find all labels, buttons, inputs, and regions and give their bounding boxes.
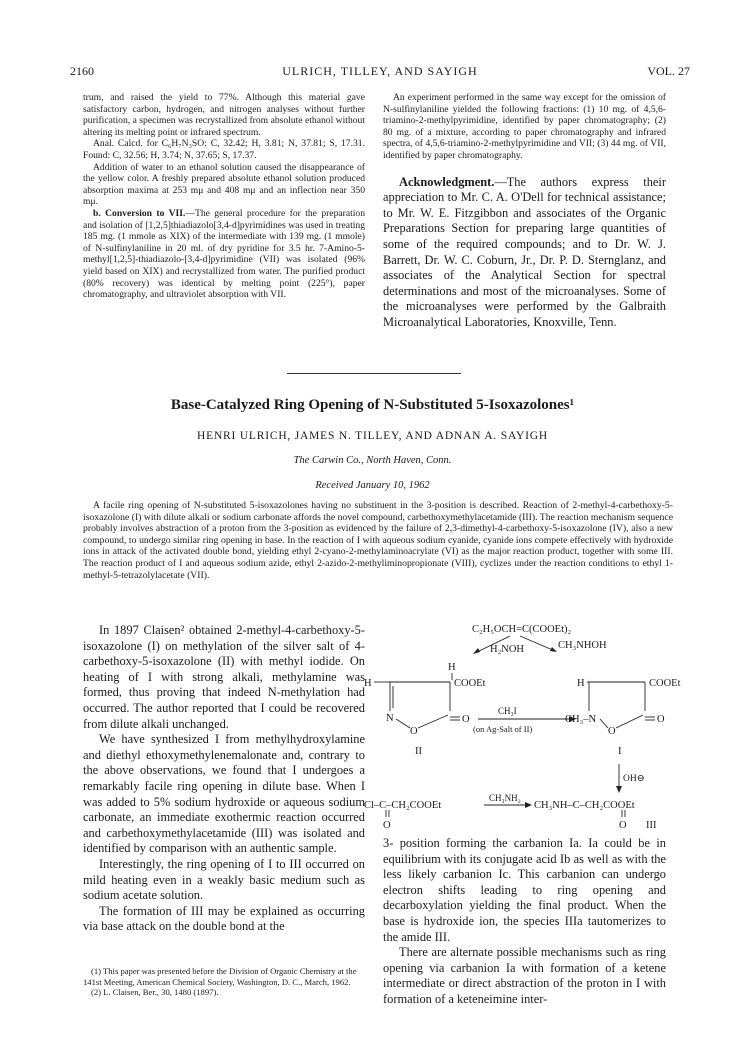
paragraph: We have synthesized I from methylhydroxylamine and diethyl ethoxymethylenemalonate and, contrary to the above observations, we found that I undergoes a remarkably facile ring opening in dilute base. When I was added to 5% sodium hydroxide or aqueous sodium carbonate, an immediate exothermic reaction occurred and carbethoxymethylacetamide (III) was isolated and identified by comparison with an authentic sample. — [83, 732, 365, 856]
reagent-hydroxide: OH⊖ — [623, 774, 645, 784]
compound-label-iii: III — [646, 820, 657, 831]
analysis-paragraph: Anal. Calcd. for C₆H₇N₃SO: C, 32.42; H, 3.81; N, 37.81; S, 17.31. Found: C, 32.56; H, 3.74; N, 37.65; S, 17.37. — [83, 138, 365, 161]
received-date: Received January 10, 1962 — [315, 480, 430, 491]
atom-n: N — [386, 713, 394, 724]
paragraph: 3- position forming the carbanion Ia. Ia could be in equilibrium with its conjugate acid Ib as well as with the less likely carbanion Ic. This carbanion can undergo electron shifts leading to ring opening and decarboxylation yielding the final product. When the base is hydroxide ion, the species IIIa tautomerizes to the amide III. — [383, 836, 666, 944]
article-title: Base-Catalyzed Ring Opening of N-Substituted 5-Isoxazolones¹ — [170, 397, 575, 413]
body-right-column — [383, 836, 666, 1008]
paragraph: trum, and raised the yield to 77%. Although this material gave satisfactory carbon, hydrogen, and nitrogen analyses without further purification, a specimen was recrystallized from absolute ethanol without altering its melting point or infrared spectrum. — [83, 92, 365, 138]
paragraph: An experiment performed in the same way except for the omission of N-sulfinylaniline yielded the following fractions: (1) 10 mg. of 4,5,6-triamino-2-methylpyrimidine, identified by paper chromatography; (2) 80 mg. of a mixture, according to paper chromatography and infrared spectra, of 4,5,6-triamino-2-methylpyrimidine and VII; (3) 44 mg. of VII, identified by paper chromatography. — [383, 92, 666, 161]
atom-o-exo: O — [657, 714, 665, 725]
arrow-head — [473, 648, 480, 654]
paragraph: In 1897 Claisen² obtained 2-methyl-4-carbethoxy-5-isoxazolone (I) on methylation of the silver salt of 4-carbethoxy-5-isoxazolone (II) with methyl iodide. On heating of I with strong alkali, methylamine was formed, thus proving that indeed N-methylation had occurred. The author reported that I could be recovered from dilute alkali unchanged. — [83, 623, 365, 731]
group-cooet: COOEt — [454, 678, 486, 689]
atom-h: H — [577, 678, 585, 689]
reagent-methylhydroxylamine: CH₃NHOH — [558, 640, 607, 651]
article-affiliation: The Carwin Co., North Haven, Conn. — [293, 455, 452, 466]
body-left-column — [83, 623, 365, 935]
atom-o-ring: O — [608, 726, 616, 737]
paragraph: The formation of III may be explained as occurring via base attack on the double bond at the — [83, 903, 365, 934]
compound-label-ii: II — [415, 746, 422, 757]
atom-h: H — [448, 662, 456, 673]
paragraph: There are alternate possible mechanisms such as ring opening via carbanion Ia with formation of a ketene intermediate or direct abstraction of the proton in I with formation of a keteneimine inter- — [383, 945, 666, 1006]
footnotes — [83, 966, 365, 998]
bond — [616, 715, 643, 728]
conversion-heading: b. Conversion to VII. — [93, 207, 186, 219]
conversion-paragraph — [83, 208, 365, 301]
reagent-methyl-iodide: CH₃I — [498, 706, 517, 716]
top-left-column — [83, 92, 365, 301]
amide-product: CH₃NH–C–CH₂COOEt — [534, 800, 635, 811]
reagent-methylamine: CH₃NH₂ — [489, 793, 521, 803]
reaction-scheme-carbonyls — [360, 810, 690, 832]
conversion-text: —The general procedure for the preparation and isolation of [1,2,5]thiadiazolo[3,4-d]pyrimidines was used in treating 185 mg. (1 mmole as XIX) of the intermediate with 139 mg. (1 mmole) of N-sulfinylaniline in 20 ml. of dry pyridine for 3.5 hr. 7-Amino-5-methyl[1,2,5]-thiadiazolo-[3,4-d]pyrimidine (VII) was isolated (96% yield based on XIX) and recrystallized from water. The purified product (80% recovery) was identical by melting point (225°), paper chromatography, and ultraviolet absorption with VII. — [83, 207, 365, 301]
atom-o-exo: O — [462, 714, 470, 725]
acid-chloride: Cl–C–CH₂COOEt — [364, 800, 442, 811]
acknowledgment-paragraph — [383, 175, 666, 331]
atom-n-methyl: CH₃–N — [565, 714, 597, 725]
atom-o: O — [383, 820, 391, 831]
article-abstract: A facile ring opening of N-substituted 5-isoxazolones having no substituent in the 3-position is described. Reaction of 2-methyl-4-carbethoxy-5-isoxazolone (I) with dilute alkali or sodium carbonate affords the novel compound, carbethoxymethylacetamide (III). The reaction mechanism sequence probably involves abstraction of a proton from the 3-position as evidenced by the failure of 2,3-dimethyl-4-carbethoxy-5-isoxazolone (IV), also a new compound, to undergo similar ring opening in base. In the reaction of I with aqueous sodium cyanide, cyanide ions compete effectively with hydroxide ions in attack of the activated double bond, yielding ethyl 2-cyano-2-methylaminoacrylate (VI) as the major reaction product, together with some III. The reaction product of I and aqueous sodium azide, ethyl 2-azido-2-methyliminopropionate (VIII), cyclizes under the reaction conditions to ethyl 1-methyl-5-tetrazolylacetate (VII). — [83, 500, 673, 581]
arrow-head — [550, 647, 557, 652]
running-header — [70, 64, 690, 80]
section-divider — [287, 373, 461, 374]
group-cooet: COOEt — [649, 678, 681, 689]
paragraph: Interestingly, the ring opening of I to III occurred on mild heating even in a weakly basic medium such as sodium acetate solution. — [83, 856, 365, 903]
top-right-column — [383, 92, 666, 331]
bond — [396, 719, 410, 728]
page-number: 2160 — [70, 64, 94, 78]
acknowledgment-text: —The authors express their appreciation to Mr. C. A. O'Dell for technical assistance; to Mr. W. E. Fitzgibbon and associates of the Organic Preparations Section for preparing large quantities of some of the required compounds; and to Dr. W. J. Barrett, Dr. W. C. Coburn, Jr., Dr. P. D. Sternglanz, and associates of the Analytical Section for spectral determinations and most of the microanalyses. Some of the microanalyses were performed by the Galbraith Microanalytical Laboratories, Knoxville, Tenn. — [383, 174, 666, 329]
article-authors: HENRI ULRICH, JAMES N. TILLEY, AND ADNAN A. SAYIGH — [197, 430, 548, 442]
arrow-head — [525, 802, 532, 808]
atom-o-ring: O — [410, 726, 418, 737]
reaction-scheme — [360, 618, 690, 818]
arrow-head — [616, 786, 622, 793]
footnote: (1) This paper was presented before the Division of Organic Chemistry at the 141st Meeting, American Chemical Society, Washington, D. C., March, 1962. — [83, 966, 357, 987]
compound-label-i: I — [618, 746, 622, 757]
arrow-line — [520, 636, 555, 651]
reagent-ester: C₂H₅OCH=C(COOEt)₂ — [472, 624, 572, 635]
bond — [600, 719, 608, 728]
running-title: ULRICH, TILLEY, AND SAYIGH — [282, 64, 478, 78]
atom-o: O — [619, 820, 627, 831]
acknowledgment-heading: Acknowledgment. — [399, 174, 495, 189]
atom-h: H — [364, 678, 372, 689]
reagent-hydroxylamine: H₂NOH — [490, 644, 524, 655]
footnote: (2) L. Claisen, Ber., 30, 1480 (1897). — [91, 987, 219, 998]
reaction-note: (on Ag-Salt of II) — [473, 724, 533, 734]
paragraph: Addition of water to an ethanol solution caused the disappearance of the yellow color. A freshly prepared absolute ethanol solution produced absorption maxima at 253 mμ and 408 mμ and an inflection near 350 mμ. — [83, 161, 365, 208]
volume-label: VOL. 27 — [647, 64, 690, 78]
bond — [418, 715, 448, 728]
